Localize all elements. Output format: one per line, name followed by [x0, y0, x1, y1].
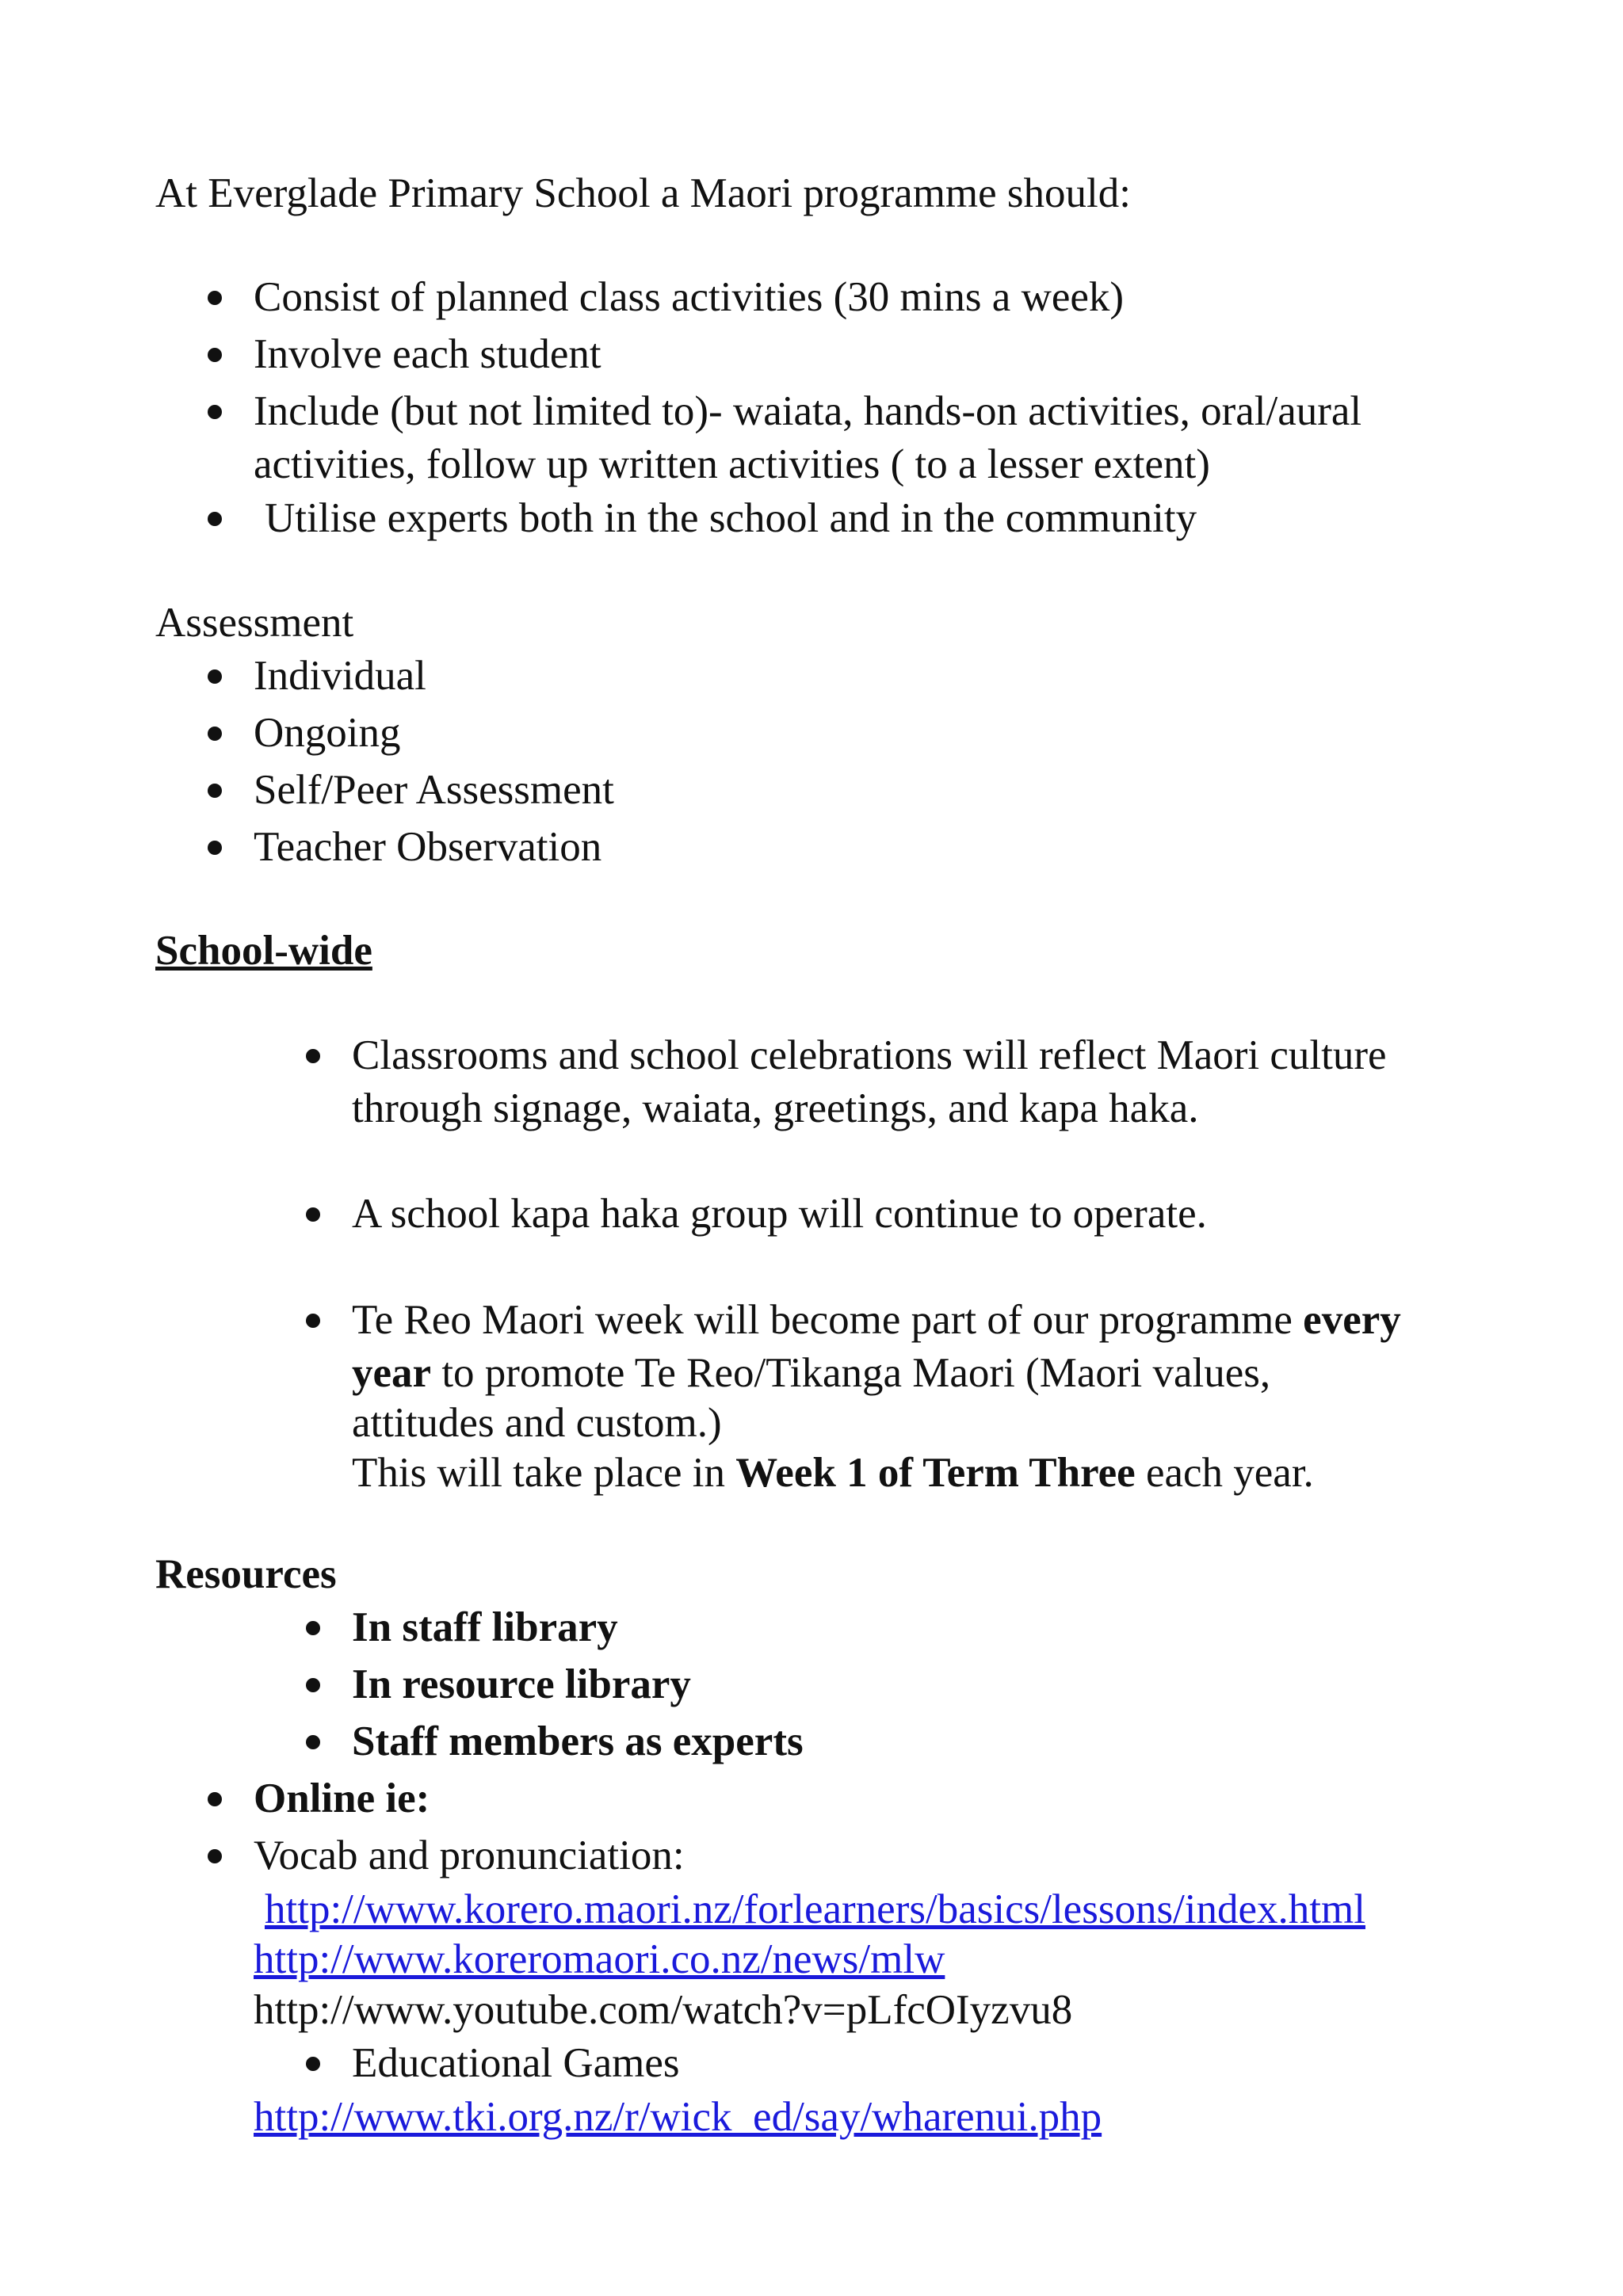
tki-wharenui-link[interactable]: http://www.tki.org.nz/r/wick_ed/say/wharenui.php: [254, 2094, 1102, 2140]
resource-item: In resource library: [352, 1661, 691, 1707]
bullet: [306, 1207, 320, 1222]
text-run: Te Reo Maori week will become part of our programme: [352, 1297, 1304, 1343]
school-wide-item: [352, 1295, 1401, 1345]
bullet: [208, 1849, 222, 1863]
programme-item: Involve each student: [254, 331, 601, 377]
resource-item: In staff library: [352, 1604, 618, 1650]
assessment-item: Teacher Observation: [254, 824, 602, 870]
koreromaori-news-link[interactable]: http://www.koreromaori.co.nz/news/mlw: [254, 1936, 945, 1982]
resource-item: Staff members as experts: [352, 1718, 804, 1764]
programme-item: Utilise experts both in the school and in the community: [265, 495, 1197, 541]
vocab-label: Vocab and pronunciation:: [254, 1833, 685, 1878]
online-resources-label: Online ie:: [254, 1775, 430, 1821]
bullet: [208, 291, 222, 305]
text-run: This will take place in: [352, 1450, 736, 1496]
school-wide-item-continued: attitudes and custom.): [352, 1400, 722, 1446]
bullet: [306, 1735, 320, 1749]
bullet: [208, 784, 222, 798]
intro-text: At Everglade Primary School a Maori programme should:: [155, 170, 1132, 216]
youtube-url-text: http://www.youtube.com/watch?v=pLfcOIyzvu8: [254, 1987, 1073, 2033]
bullet: [208, 405, 222, 419]
bullet: [208, 669, 222, 684]
school-wide-item-continued: [352, 1348, 1270, 1398]
assessment-item: Self/Peer Assessment: [254, 767, 614, 813]
assessment-item: Individual: [254, 653, 426, 699]
assessment-item: Ongoing: [254, 710, 401, 756]
resources-heading: Resources: [155, 1551, 337, 1597]
programme-item: Consist of planned class activities (30 mins a week): [254, 274, 1125, 320]
assessment-heading: Assessment: [155, 600, 354, 646]
bullet: [306, 2057, 320, 2071]
school-wide-item-continued: [352, 1447, 1314, 1498]
bullet: [208, 727, 222, 741]
bullet: [208, 512, 222, 526]
emphasis-text: year: [352, 1350, 432, 1396]
bullet: [208, 841, 222, 855]
text-run: to promote Te Reo/Tikanga Maori (Maori values,: [431, 1350, 1271, 1396]
bullet: [306, 1678, 320, 1692]
bullet: [306, 1049, 320, 1063]
games-label: Educational Games: [352, 2040, 680, 2086]
school-wide-item: Classrooms and school celebrations will reflect Maori culture: [352, 1032, 1387, 1078]
bullet: [306, 1621, 320, 1635]
bullet: [208, 348, 222, 362]
school-wide-item-continued: through signage, waiata, greetings, and kapa haka.: [352, 1085, 1199, 1131]
bullet: [306, 1314, 320, 1328]
emphasis-text: Week 1 of Term Three: [735, 1450, 1136, 1496]
korero-lessons-link[interactable]: http://www.korero.maori.nz/forlearners/basics/lessons/index.html: [265, 1886, 1365, 1932]
school-wide-item: A school kapa haka group will continue to operate.: [352, 1191, 1207, 1237]
emphasis-text: every: [1303, 1297, 1401, 1343]
programme-item: Include (but not limited to)- waiata, hands-on activities, oral/aural: [254, 388, 1362, 434]
school-wide-heading: School-wide: [155, 928, 372, 974]
text-run: each year.: [1135, 1450, 1314, 1496]
programme-item-continued: activities, follow up written activities ( to a lesser extent): [254, 441, 1210, 487]
bullet: [208, 1792, 222, 1806]
